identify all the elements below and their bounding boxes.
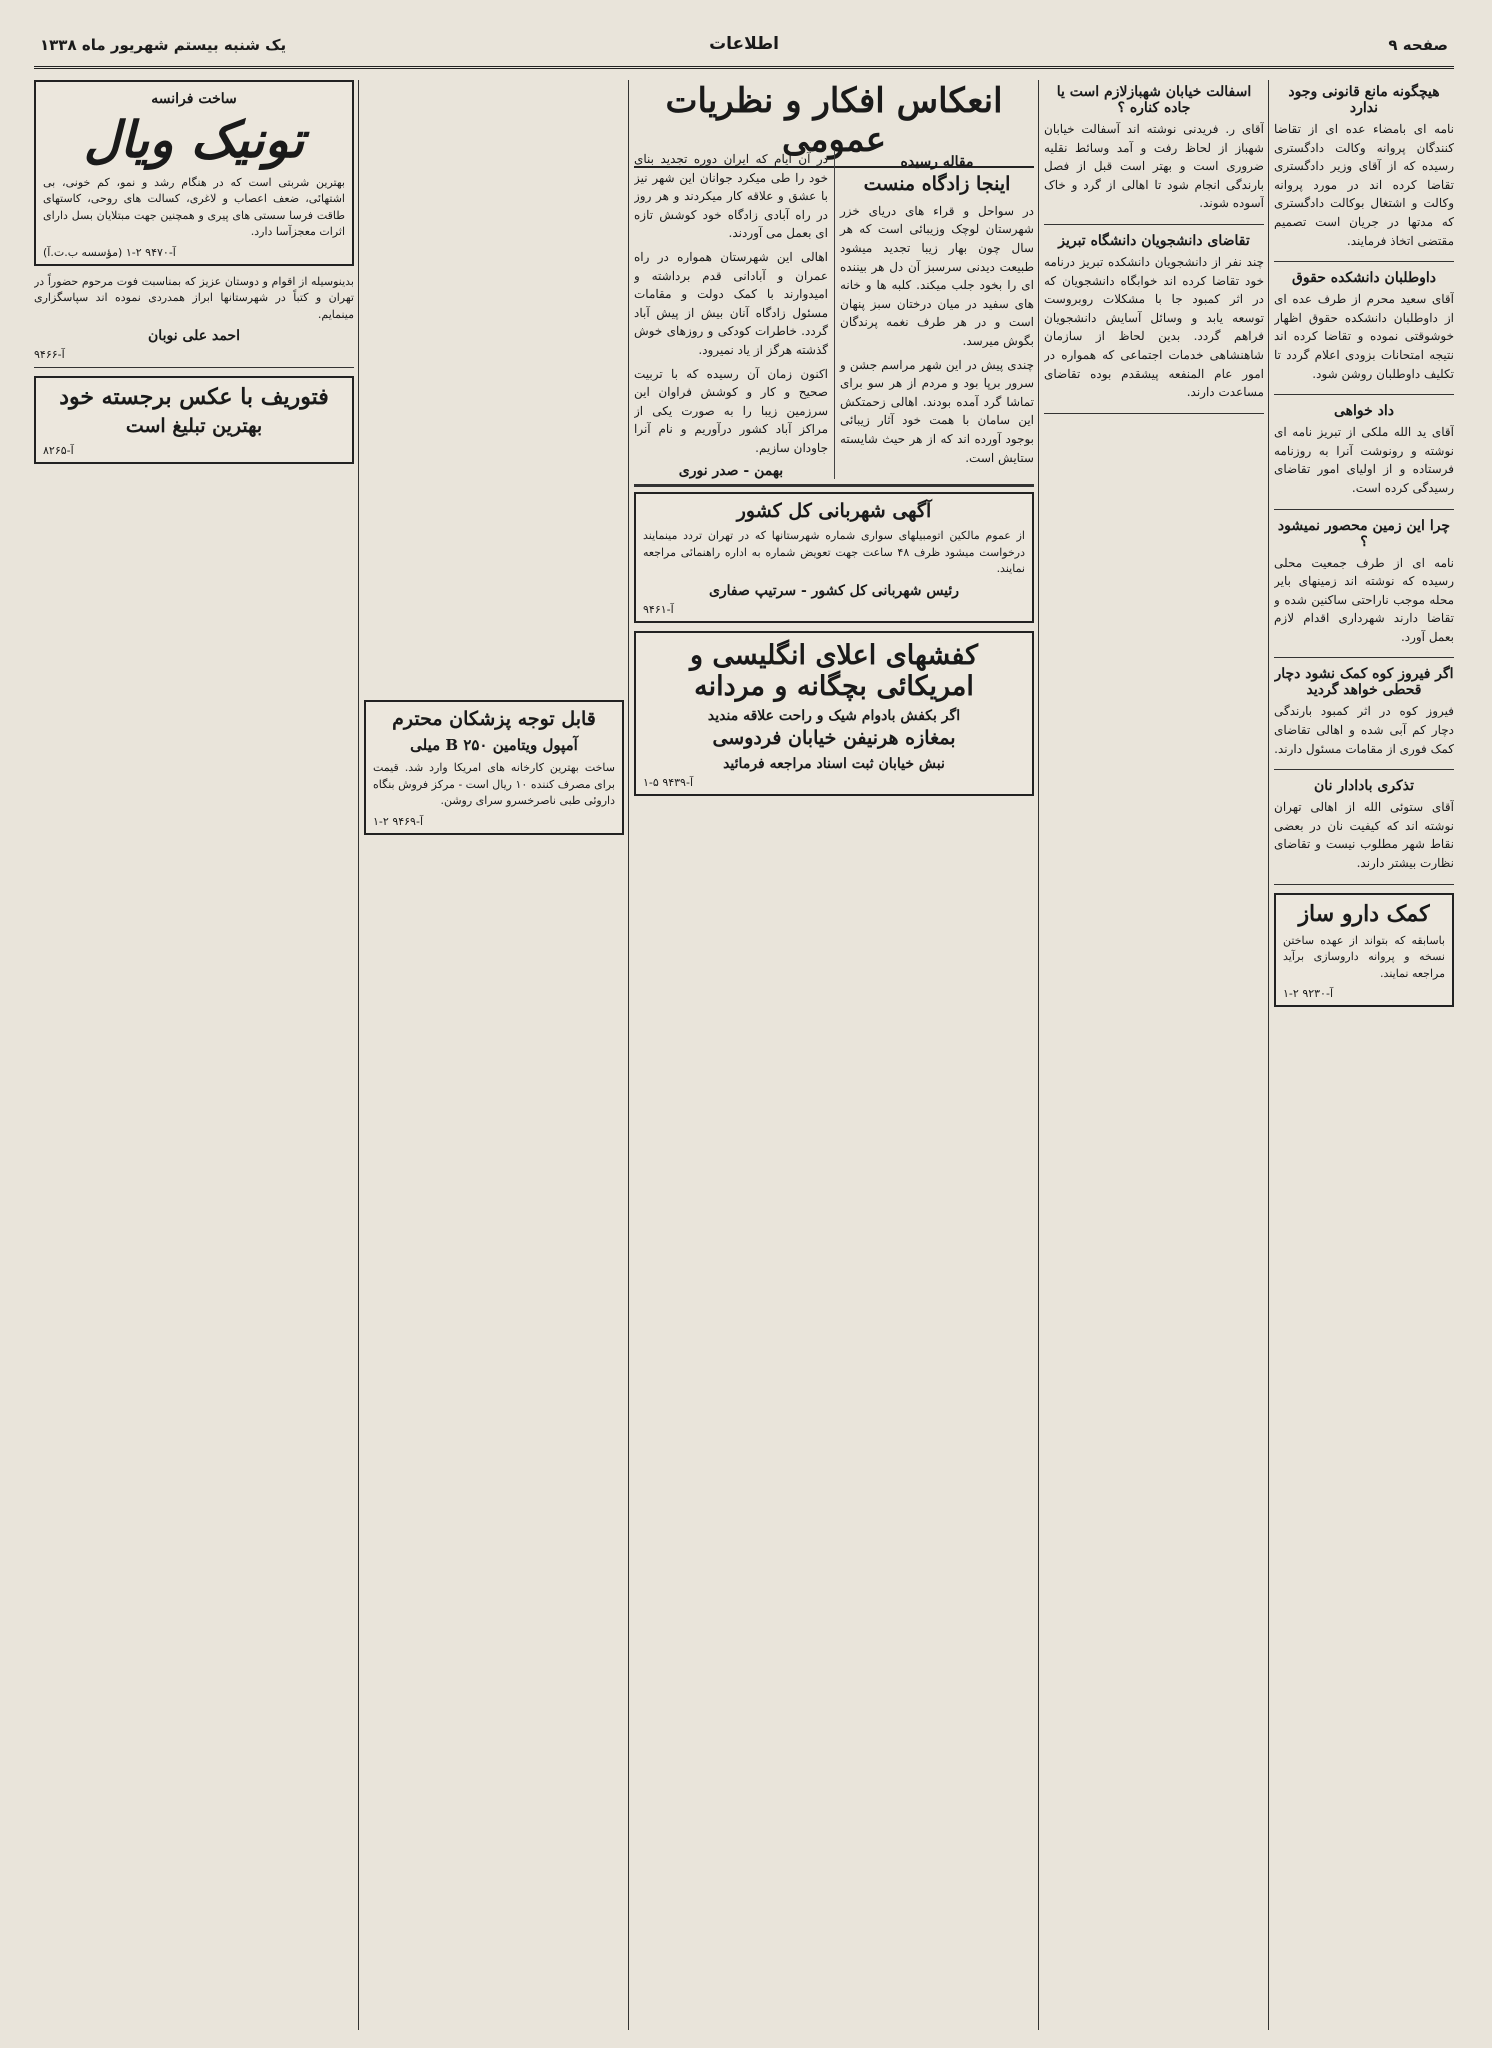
column-letters-2 xyxy=(1044,80,1264,2030)
ad-subtitle: بهترین تبلیغ است xyxy=(125,415,263,438)
letter-heading: هیچگونه مانع قانونی وجود ندارد xyxy=(1288,84,1440,116)
section-title: انعکاس افکار و نظریات عمومی xyxy=(634,82,1034,168)
letter-heading: تذکری بادادار نان xyxy=(1314,778,1414,795)
column-rule xyxy=(1268,80,1269,2030)
ad-thanks xyxy=(34,274,354,369)
divider xyxy=(634,484,1034,487)
ad-code: آ-۹۲۳۰ ۲-۱ xyxy=(1283,987,1333,1001)
ad-shoes xyxy=(634,631,1034,796)
ad-title: کفشهای اعلای انگلیسی و امریکائی بچگانه و مردانه xyxy=(689,639,979,702)
column-rule xyxy=(628,80,629,2030)
ad-signature: احمد علی نوبان xyxy=(148,328,240,344)
letter-heading: چرا این زمین محصور نمیشود ؟ xyxy=(1277,517,1451,550)
letter-item xyxy=(1044,84,1264,225)
ad-body: ساخت بهترین کارخانه های امریکا وارد شد. قیمت برای مصرف کننده ۱۰ ریال است - مرکز فروش بنگاه داروئی طبی ناصرخسرو سرای روشن. xyxy=(373,761,615,808)
letter-body: نامه ای از طرف جمعیت محلی رسیده که نوشته اند زمینهای بایر محله موجب ناراحتی ساکنین شده و تقاضا دارند شهرداری اقدام لازم بعمل آورد. xyxy=(1274,555,1454,644)
ad-code: آ-۹۴۷۰ ۲-۱ xyxy=(125,245,176,259)
ad-police xyxy=(634,492,1034,623)
column-rule xyxy=(358,80,359,2030)
column-feature xyxy=(634,80,1034,2030)
letter-heading: داد خواهی xyxy=(1333,403,1395,420)
ad-subtitle: اگر بکفش بادوام شیک و راحت علاقه مندید xyxy=(707,707,961,724)
letter-item xyxy=(1274,270,1454,395)
letter-heading: داوطلبان دانشکده حقوق xyxy=(1292,270,1436,287)
newspaper-page xyxy=(34,30,1454,2030)
ad-subtitle: ساخت فرانسه xyxy=(151,91,237,107)
letter-body: آقای سعید محرم از طرف عده ای از داوطلبان دانشکده حقوق اظهار خوشوقتی نموده و تقاضا کرده اند نتیجه امتحانات بزودی اعلام گردد تا تکلیف داوطلبان روشن شود. xyxy=(1274,292,1454,381)
ad-tonic xyxy=(34,80,354,266)
ad-title: فتوریف با عکس برجسته خود xyxy=(59,384,329,410)
article-paragraph: در آن ایام که ایران دوره تجدید بنای خود را طی میکرد جوانان این شهر نیز با عشق و علاقه کار میکردند و هر روز در راه آبادی زادگاه خود کوشش تازه ای بعمل می آوردند. xyxy=(634,152,828,241)
article xyxy=(634,150,1034,479)
ad-signature: رئیس شهربانی کل کشور - سرتیپ صفاری xyxy=(708,582,960,599)
ad-vitamin xyxy=(364,700,624,835)
letter-item xyxy=(1274,403,1454,509)
ad-note: نبش خیابان ثبت اسناد مراجعه فرمائید xyxy=(723,755,945,772)
letter-item xyxy=(1044,233,1264,414)
ad-code: آ-۹۴۶۶ xyxy=(34,348,65,361)
letter-body: آقای ر. فریدنی نوشته اند آسفالت خیابان شهباز از لحاظ رفت و آمد وسائط نقلیه ضروری است و بهتر است قبل از فصل بارندگی انجام شود تا اهالی از گرد و خاک آسوده شوند. xyxy=(1044,122,1264,211)
ad-title: تونیک ویال xyxy=(83,110,305,169)
letter-heading: اگر فیروز کوه کمک نشود دچار قحطی خواهد گردید xyxy=(1274,666,1454,699)
article-paragraph: اکنون زمان آن رسیده که با تربیت صحیح و کار و کوشش فراوان این سرزمین زیبا را به صورت یکی از مراکز آباد کشور درآوریم و نام آنرا جاودان سازیم. xyxy=(634,366,828,455)
column-classifieds xyxy=(34,80,354,2030)
letter-body: فیروز کوه در اثر کمبود بارندگی دچار کم آبی شده و اهالی تقاضای کمک فوری از مقامات مسئول دارند. xyxy=(1274,704,1454,756)
paper-name: اطلاعات xyxy=(709,34,779,54)
ad-line: آمپول ویتامین B ۲۵۰ میلی xyxy=(410,735,578,754)
article-paragraph: در سواحل و قراء های دریای خزر شهرستان لوچک وزیبائی است که هر سال چون بهار زیبا تجدید میشود طبیعت دیدنی سرسبز آن دل هر بیننده ای را بخود جلب میکند. کلبه ها و خانه های سفید در میان درختان سبز پنهان است و در هر طرف نغمه پرندگان بگوش میرسد. xyxy=(840,203,1034,348)
letter-body: آقای ستوئی الله از اهالی تهران نوشته اند که کیفیت نان در بعضی نقاط شهر مطلوب نیست و تقاضای نظارت بیشتر دارند. xyxy=(1274,800,1454,871)
letter-item xyxy=(1274,778,1454,884)
ad-shop: بمغازه هرنیفن خیابان فردوسی xyxy=(712,726,956,749)
column-ads xyxy=(364,80,624,2030)
ad-code: آ-۹۴۶۱ xyxy=(643,602,674,616)
ad-title: قابل توجه پزشکان محترم xyxy=(392,708,596,730)
letter-item xyxy=(1274,666,1454,770)
ad-body: باسابقه که بتواند از عهده ساختن نسخه و پروانه داروسازی برآید مراجعه نمایند. xyxy=(1283,933,1445,980)
ad-photo xyxy=(34,376,354,464)
ad-pharmacist xyxy=(1274,893,1454,1008)
letter-item xyxy=(1274,518,1454,659)
letter-body: نامه ای بامضاء عده ای از تقاضا کنندگان پروانه وکالت دادگستری رسیده که از آقای وزیر دادگستری تقاضا کرده اند در مورد پروانه وکالت و اشتغال بوکالت دادگستری که مدتها در جریان است تصمیم مقتضی اتخاذ فرمایند. xyxy=(1274,122,1454,248)
letter-body: چند نفر از دانشجویان دانشکده تبریز درنامه خود تقاضا کرده اند خوابگاه دانشجویان که در اثر کمبود جا با مشکلات روبروست توسعه یابد و وسائل آسایش دانشجویان فراهم گردد. بدین لحاظ از سازمان شاهنشاهی خدمات اجتماعی که همواره در امور عام المنفعه پیشقدم بوده تقاضای مساعدت دارند. xyxy=(1044,254,1264,400)
letter-body: آقای ید الله ملکی از تبریز نامه ای نوشته و رونوشت آنرا به روزنامه فرستاده و از اولیای امور تقاضای رسیدگی کرده است. xyxy=(1274,425,1454,495)
article-paragraph: اهالی این شهرستان همواره در راه عمران و آبادانی قدم برداشته و امیدوارند با کمک دولت و مقامات مسئول زادگاه آنان بیش از پیش آباد گردد. خاطرات کودکی و روزهای خوش گذشته هرگز از یاد نمیرود. xyxy=(634,249,828,357)
letter-item xyxy=(1274,84,1454,262)
article-paragraph: چندی پیش در این شهر مراسم جشن و سرور برپا بود و مردم از هر سو برای تماشا گرد آمده بودند. اهالی زحمتکش این سامان با همت خود آثار زیبائی بوجود آورده اند که از هر حیث شایسته ستایش است. xyxy=(840,357,1034,465)
page-header xyxy=(34,30,1454,69)
letter-heading: اسفالت خیابان شهبازلازم است یا جاده کناره ؟ xyxy=(1056,84,1252,116)
article-signature: بهمن - صدر نوری xyxy=(678,462,784,479)
column-rule xyxy=(1038,80,1039,2030)
ad-body: بهترین شربتی است که در هنگام رشد و نمو، کم خونی، بی اشتهائی، ضعف اعصاب و لاغری، کسالت های روحی، کاستهای طاقت فرسا سستی های پیری و همچنین جهت مبتلایان بسل داراى اثرات معجزآسا دارد. xyxy=(43,175,345,238)
ad-body: از عموم مالکین اتومبیلهای سواری شماره شهرستانها که در تهران تردد مینمایند درخواست میشود ظرف ۴۸ ساعت جهت تعویض شماره به اداره راهنمائی مراجعه نمایند. xyxy=(643,529,1025,576)
letter-heading: تقاضای دانشجویان دانشگاه تبریز xyxy=(1058,232,1250,249)
ad-code: آ-۹۴۳۹ ۵-۱ xyxy=(643,775,693,789)
ad-company: (مؤسسه ب.ت.آ) xyxy=(43,245,123,259)
article-label: مقاله رسیده xyxy=(900,154,974,170)
column-letters xyxy=(1274,80,1454,2030)
page-number: صفحه ۹ xyxy=(1388,36,1448,54)
ad-title: کمک دارو ساز xyxy=(1298,900,1430,927)
ad-code: آ-۹۴۶۹ ۲-۱ xyxy=(373,814,423,828)
ad-body: بدینوسیله از اقوام و دوستان عزیز که بمناسبت فوت مرحوم حضوراً در تهران و کتباً در شهرستانها ابراز همدردی نموده اند سپاسگزاری مینمایم. xyxy=(34,274,354,321)
ad-code: آ-۸۲۶۵ xyxy=(43,444,74,458)
article-title: اینجا زادگاه منست xyxy=(863,173,1011,195)
ad-title: آگهی شهربانی کل کشور xyxy=(736,499,932,522)
issue-date: یک شنبه بیستم شهریور ماه ۱۳۳۸ xyxy=(40,36,287,54)
